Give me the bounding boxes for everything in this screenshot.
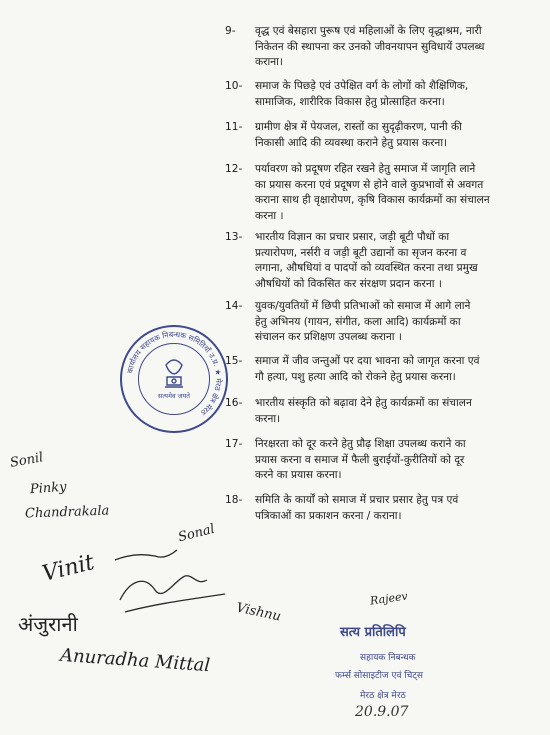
signature-1: Sonil xyxy=(8,450,45,471)
attestation-line2: फर्म्स सोसाइटीज एवं चिट्स xyxy=(335,671,423,681)
item-line: प्रयास करना व समाज में फैली बुराईयों-कुरीतियों को दूर xyxy=(255,453,465,466)
signature-3: Chandrakala xyxy=(24,503,110,522)
item-number: 17- xyxy=(225,438,243,450)
signature-4: Sonal xyxy=(176,521,217,546)
item-line: निकासी आदि की व्यवस्था कराने हेतु प्रयास करना। xyxy=(255,136,448,149)
item-line: प्रत्यारोपण, नर्सरी व जड़ी बूटी उद्यानों का सृजन करना व xyxy=(255,246,467,259)
item-number: 14- xyxy=(225,300,243,312)
svg-text:कार्यालय सहायक निबन्धक समितिया: कार्यालय सहायक निबन्धक समितियाँ उ.प्र. ★ मेरठ क्षेत्र मेरठ xyxy=(125,329,224,418)
item-number: 9- xyxy=(225,25,236,37)
signature-8: Vishnu xyxy=(234,600,283,625)
signature-2: Pinky xyxy=(29,479,67,498)
item-line: करना। xyxy=(255,412,281,425)
item-line: संचालन कर प्रशिक्षण उपलब्ध कराना । xyxy=(255,331,402,343)
signature-9: Rajeev xyxy=(369,589,409,608)
attestation-line1: सहायक निबन्धक xyxy=(360,653,416,663)
item-line: वृद्ध एवं बेसहारा पुरूष एवं महिलाओं के लिए वृद्धाश्रम, नारी xyxy=(255,25,482,37)
item-line: लगाना, औषधियां व पादपों को व्यवस्थित करना तथा प्रमुख xyxy=(255,262,478,274)
signature-5: Vinit xyxy=(39,550,97,587)
item-number: 11- xyxy=(225,121,243,133)
item-line: कराना। xyxy=(255,56,283,68)
item-line: युवक/युवतियों में छिपी प्रतिभाओं को समाज में आगे लाने xyxy=(255,300,471,312)
item-line: निरक्षरता को दूर करने हेतु प्रौढ़ शिक्षा उपलब्ध कराने का xyxy=(255,438,466,450)
item-line: कराना साथ ही वृक्षारोपण, कृषि विकास कार्यक्रमों का संचालन xyxy=(255,194,490,206)
item-line: करना । xyxy=(255,209,284,222)
item-line: का प्रयास करना एवं प्रदूषण से होने वाले कुप्रभावों से अवगत xyxy=(255,178,484,191)
item-line: करने का प्रयास करना। xyxy=(255,469,342,481)
item-line: निकेतन की स्थापना कर उनको जीवनयापन सुविधायें उपलब्ध xyxy=(255,40,485,53)
item-number: 15- xyxy=(225,355,243,367)
item-line: पत्रिकाओं का प्रकाशन करना / कराना। xyxy=(255,509,402,522)
item-line: गौ हत्या, पशु हत्या आदि को रोकने हेतु प्रयास करना। xyxy=(255,370,456,383)
item-number: 12- xyxy=(225,163,243,175)
item-line: सामाजिक, शारीरिक विकास हेतु प्रोत्साहित करना। xyxy=(255,95,445,108)
attestation-title: सत्य प्रतिलिपि xyxy=(340,625,406,640)
item-number: 16- xyxy=(225,397,243,409)
item-line: भारतीय विज्ञान का प्रचार प्रसार, जड़ी बूटी पौधों का xyxy=(255,231,450,243)
item-line: समिति के कार्यों को समाज में प्रचार प्रसार हेतु पत्र एवं xyxy=(255,494,459,506)
attestation-line3: मेरठ क्षेत्र मेरठ xyxy=(360,691,406,701)
item-number: 10- xyxy=(225,80,243,92)
attestation-date: 20.9.07 xyxy=(355,704,409,720)
item-line: पर्यावरण को प्रदूषण रहित रखने हेतु समाज में जागृति लाने xyxy=(255,163,476,175)
item-line: ग्रामीण क्षेत्र में पेयजल, रास्तों का सुदृढ़ीकरण, पानी की xyxy=(255,121,462,133)
item-line: हेतु अभिनय (गायन, संगीत, कला आदि) कार्यक्रमों का xyxy=(255,315,461,328)
item-line: समाज के पिछड़े एवं उपेक्षित वर्ग के लोगों को शैक्षिणिक, xyxy=(255,80,469,92)
item-line: भारतीय संस्कृति को बढ़ावा देने हेतु कार्यक्रमों का संचालन xyxy=(255,397,472,409)
svg-text:सत्यमेव जयते: सत्यमेव जयते xyxy=(158,392,190,400)
signature-6: अंजुरानी xyxy=(18,612,78,636)
item-number: 13- xyxy=(225,231,243,243)
item-line: समाज में जीव जन्तुओं पर दया भावना को जागृत करना एवं xyxy=(255,355,480,367)
signature-7: Anuradha Mittal xyxy=(59,644,211,677)
item-number: 18- xyxy=(225,494,243,506)
item-line: औषधियों को विकसित कर संरक्षण प्रदान करना । xyxy=(255,277,442,290)
